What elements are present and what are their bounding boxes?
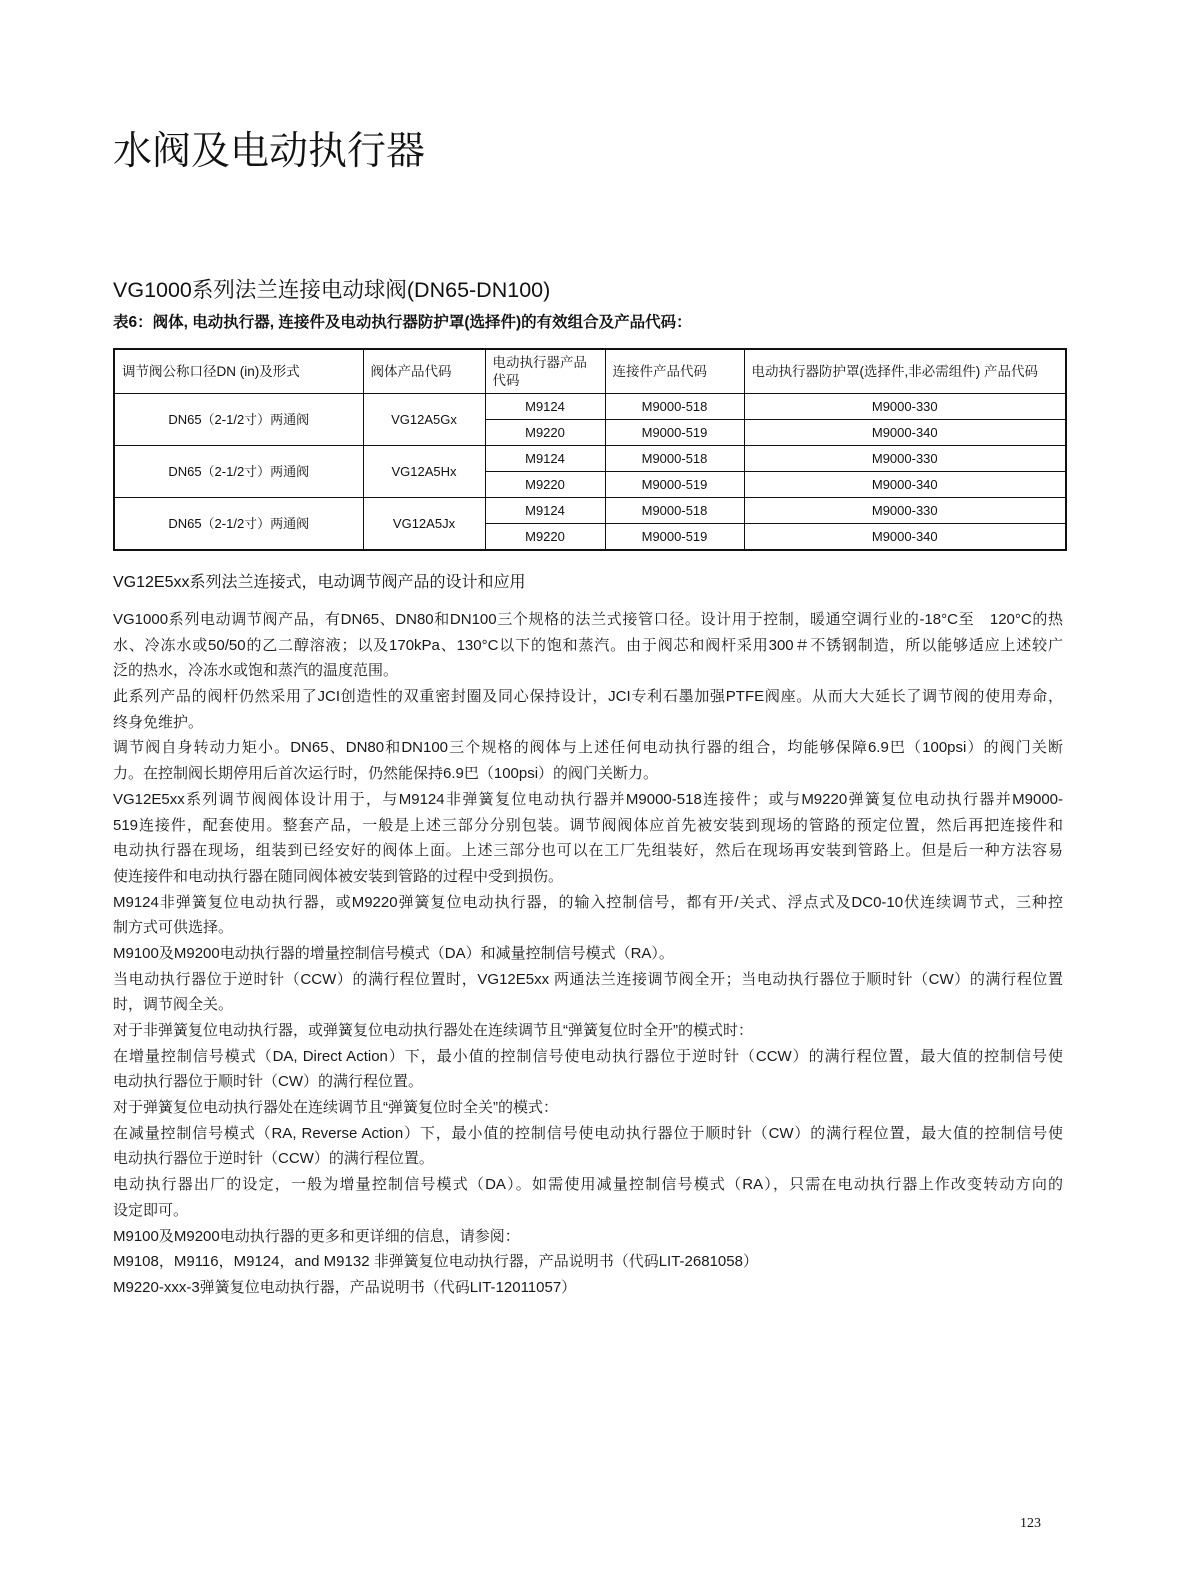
paragraph-line: M9108，M9116，M9124，and M9132 非弹簧复位电动执行器，产品说明书（代码LIT-2681058） xyxy=(113,1253,758,1271)
paragraph-line: 终身免维护。 xyxy=(113,713,204,731)
paragraph xyxy=(113,967,1063,1018)
header-body-code: 阀体产品代码 xyxy=(363,349,485,394)
cell-valve-size: DN65（2-1/2寸）两通阀 xyxy=(114,498,363,551)
cell-body-code: VG12A5Jx xyxy=(363,498,485,551)
paragraph xyxy=(113,890,1063,941)
cell-cover-code: M9000-330 xyxy=(744,446,1066,472)
paragraph-line: 电动执行器位于逆时针（CCW）的满行程位置。 xyxy=(113,1150,434,1168)
cell-linkage-code: M9000-519 xyxy=(605,524,744,551)
cell-actuator-code: M9124 xyxy=(485,498,605,524)
paragraph-line: 此系列产品的阀杆仍然采用了JCI创造性的双重密封圈及同心保持设计，JCI专利石墨加强PTFE阀座。从而大大延长了调节阀的使用寿命， xyxy=(113,688,1063,706)
paragraph xyxy=(113,607,1063,684)
paragraph-line: M9220-xxx-3弹簧复位电动执行器，产品说明书（代码LIT-12011057） xyxy=(113,1278,577,1296)
paragraph-line: 在增量控制信号模式（DA, Direct Action）下，最小值的控制信号使电动执行器位于逆时针（CCW）的满行程位置，最大值的控制信号使 xyxy=(113,1047,1063,1065)
paragraph xyxy=(113,1095,1063,1121)
page-title: 水阀及电动执行器 xyxy=(113,130,426,173)
paragraph xyxy=(113,1249,1063,1275)
paragraph-line: 设定即可。 xyxy=(113,1201,189,1219)
cell-cover-code: M9000-340 xyxy=(744,472,1066,498)
cell-linkage-code: M9000-519 xyxy=(605,420,744,446)
paragraph-line: 制方式可供选择。 xyxy=(113,919,234,937)
paragraph-line: 电动执行器位于顺时针（CW）的满行程位置。 xyxy=(113,1073,423,1091)
paragraph-line: VG1000系列电动调节阀产品，有DN65、DN80和DN100三个规格的法兰式接管口径。设计用于控制，暖通空调行业的-18°C至 120°C的热 xyxy=(113,611,1063,628)
table-caption: 表6：阀体, 电动执行器, 连接件及电动执行器防护罩(选择件)的有效组合及产品代码： xyxy=(113,314,692,331)
body-text xyxy=(113,607,1063,1301)
paragraph xyxy=(113,1018,1063,1044)
paragraph-line: 水、冷冻水或50/50的乙二醇溶液；以及170kPa、130°C以下的饱和蒸汽。由于阀芯和阀杆采用300＃不锈钢制造，所以能够适应上述较广 xyxy=(113,636,1063,654)
table-row xyxy=(114,394,1066,420)
product-code-table xyxy=(113,348,1067,551)
paragraph-line: 力。在控制阀长期停用后首次运行时，仍然能保持6.9巴（100psi）的阀门关断力。 xyxy=(113,765,659,783)
cell-actuator-code: M9220 xyxy=(485,524,605,551)
paragraph-line: 电动执行器在现场，组装到已经安好的阀体上面。上述三部分也可以在工厂先组装好，然后在现场再安装到管路上。但是后一种方法容易 xyxy=(113,842,1063,860)
table-header-row xyxy=(114,349,1066,394)
paragraph-line: 使连接件和电动执行器在随同阀体被安装到管路的过程中受到损伤。 xyxy=(113,867,564,885)
paragraph-line: M9100及M9200电动执行器的增量控制信号模式（DA）和减量控制信号模式（RA）。 xyxy=(113,944,674,962)
header-cover-code: 电动执行器防护罩(选择件,非必需组件) 产品代码 xyxy=(744,349,1066,394)
cell-actuator-code: M9124 xyxy=(485,446,605,472)
paragraph xyxy=(113,684,1063,735)
paragraph-line: 对于弹簧复位电动执行器处在连续调节且“弹簧复位时全关”的模式： xyxy=(113,1099,558,1117)
table-row xyxy=(114,446,1066,472)
paragraph-line: VG12E5xx系列调节阀阀体设计用于，与M9124非弹簧复位电动执行器并M9000-518连接件；或与M9220弹簧复位电动执行器并M9000- xyxy=(113,790,1063,808)
paragraph-line: 调节阀自身转动力矩小。DN65、DN80和DN100三个规格的阀体与上述任何电动执行器的组合，均能够保障6.9巴（100psi）的阀门关断 xyxy=(113,739,1063,757)
paragraph-line: 519连接件，配套使用。整套产品，一般是上述三部分分别包装。调节阀阀体应首先被安装到现场的管路的预定位置，然后再把连接件和 xyxy=(113,816,1063,834)
paragraph-line: M9100及M9200电动执行器的更多和更详细的信息，请参阅： xyxy=(113,1227,520,1245)
paragraph-line: M9124非弹簧复位电动执行器，或M9220弹簧复位电动执行器，的输入控制信号，都有开/关式、浮点式及DC0-10伏连续调节式，三种控 xyxy=(113,893,1063,911)
section-heading: VG1000系列法兰连接电动球阀(DN65-DN100) xyxy=(113,278,551,302)
paragraph xyxy=(113,735,1063,786)
design-application-heading: VG12E5xx系列法兰连接式，电动调节阀产品的设计和应用 xyxy=(113,574,526,591)
cell-linkage-code: M9000-519 xyxy=(605,472,744,498)
cell-body-code: VG12A5Gx xyxy=(363,394,485,446)
paragraph-line: 电动执行器出厂的设定，一般为增量控制信号模式（DA）。如需使用减量控制信号模式（RA），只需在电动执行器上作改变转动方向的 xyxy=(113,1176,1063,1194)
paragraph xyxy=(113,1275,1063,1301)
cell-actuator-code: M9220 xyxy=(485,420,605,446)
cell-cover-code: M9000-340 xyxy=(744,524,1066,551)
table-row xyxy=(114,498,1066,524)
cell-cover-code: M9000-340 xyxy=(744,420,1066,446)
header-valve-size: 调节阀公称口径DN (in)及形式 xyxy=(114,349,363,394)
cell-cover-code: M9000-330 xyxy=(744,498,1066,524)
paragraph-line: 时，调节阀全关。 xyxy=(113,996,234,1014)
cell-cover-code: M9000-330 xyxy=(744,394,1066,420)
page-number: 123 xyxy=(1020,1516,1041,1531)
paragraph-line: 在减量控制信号模式（RA, Reverse Action）下，最小值的控制信号使电动执行器位于顺时针（CW）的满行程位置，最大值的控制信号使 xyxy=(113,1124,1063,1142)
header-actuator-code: 电动执行器产品代码 xyxy=(485,349,605,394)
paragraph xyxy=(113,787,1063,890)
cell-linkage-code: M9000-518 xyxy=(605,394,744,420)
paragraph xyxy=(113,1224,1063,1250)
paragraph xyxy=(113,1044,1063,1095)
cell-actuator-code: M9124 xyxy=(485,394,605,420)
cell-body-code: VG12A5Hx xyxy=(363,446,485,498)
paragraph-line: 对于非弹簧复位电动执行器，或弹簧复位电动执行器处在连续调节且“弹簧复位时全开”的模式时： xyxy=(113,1022,753,1039)
paragraph-line: 泛的热水，冷冻水或饱和蒸汽的温度范围。 xyxy=(113,662,399,680)
cell-linkage-code: M9000-518 xyxy=(605,446,744,472)
paragraph xyxy=(113,941,1063,967)
cell-linkage-code: M9000-518 xyxy=(605,498,744,524)
paragraph-line: 当电动执行器位于逆时针（CCW）的满行程位置时，VG12E5xx 两通法兰连接调节阀全开；当电动执行器位于顺时针（CW）的满行程位置 xyxy=(113,970,1063,988)
cell-actuator-code: M9220 xyxy=(485,472,605,498)
paragraph xyxy=(113,1121,1063,1172)
paragraph xyxy=(113,1172,1063,1223)
cell-valve-size: DN65（2-1/2寸）两通阀 xyxy=(114,446,363,498)
header-linkage-code: 连接件产品代码 xyxy=(605,349,744,394)
cell-valve-size: DN65（2-1/2寸）两通阀 xyxy=(114,394,363,446)
